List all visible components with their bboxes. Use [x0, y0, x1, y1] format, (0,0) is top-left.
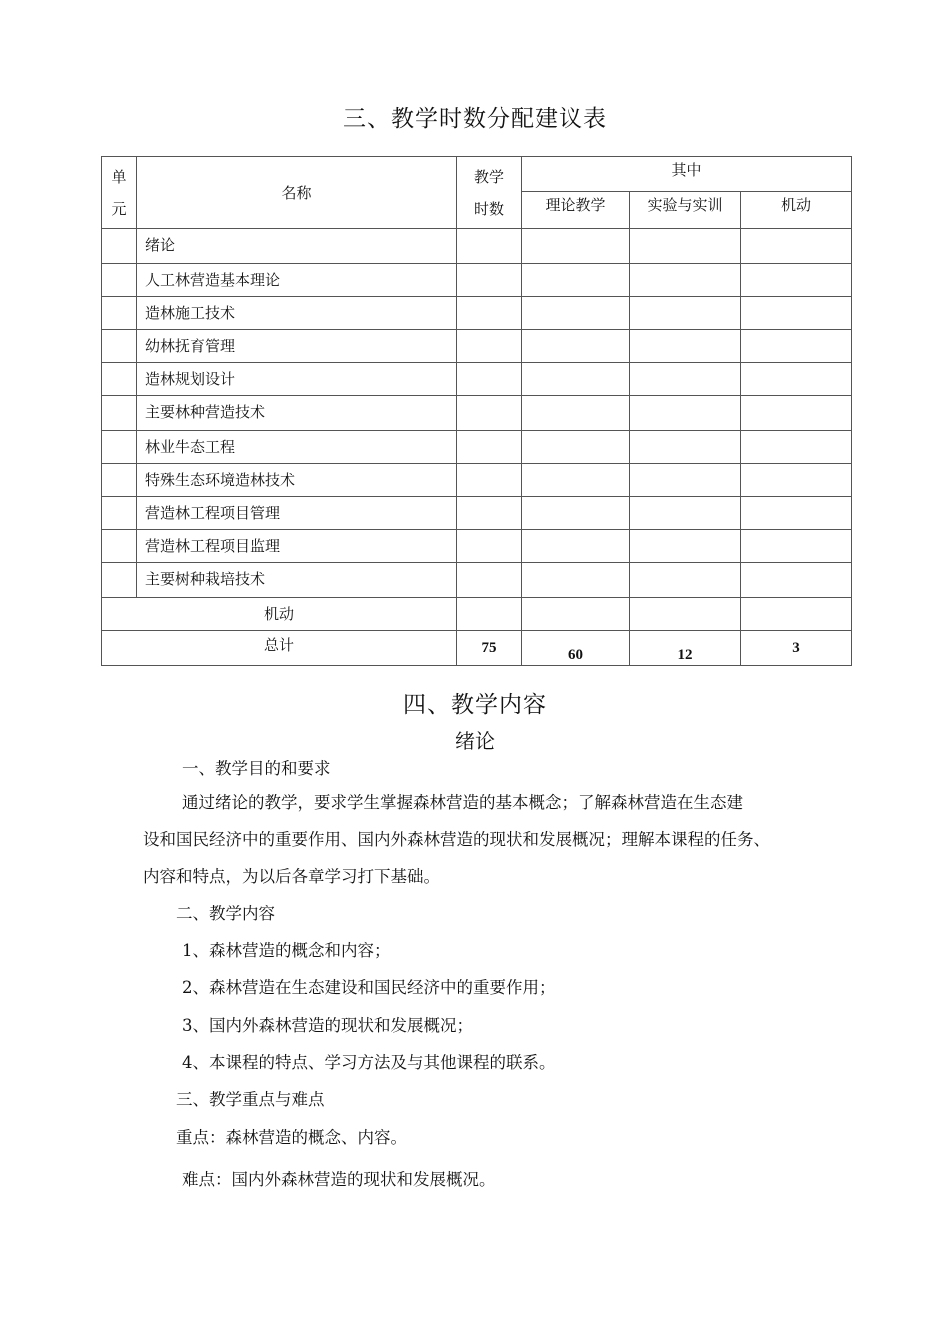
table-cell — [457, 530, 522, 563]
section-3-title: 三、教学时数分配建议表 — [343, 106, 607, 132]
content-item: 2、森林营造在生态建设和国民经济中的重要作用； — [182, 978, 556, 997]
unit-name: 造林施工技术 — [137, 297, 457, 330]
table-cell — [741, 464, 852, 497]
hours-allocation-table — [101, 156, 852, 666]
table-row — [102, 264, 852, 297]
table-cell — [102, 563, 137, 598]
heading-objectives: 一、教学目的和要求 — [182, 759, 331, 778]
header-unit: 单元 — [102, 157, 137, 229]
unit-name: 人工林营造基本理论 — [137, 264, 457, 297]
section-4-title: 四、教学内容 — [403, 692, 547, 718]
table-cell — [741, 229, 852, 264]
flex-row — [102, 598, 852, 631]
heading-key-points: 三、教学重点与难点 — [176, 1090, 325, 1109]
table-cell — [457, 464, 522, 497]
table-row — [102, 431, 852, 464]
key-point: 重点：森林营造的概念、内容。 — [176, 1128, 407, 1147]
unit-name: 绪论 — [137, 229, 457, 264]
table-cell — [741, 431, 852, 464]
table-cell — [457, 563, 522, 598]
table-cell — [457, 330, 522, 363]
table-cell — [630, 563, 741, 598]
table-cell — [630, 396, 741, 431]
table-cell — [630, 530, 741, 563]
table-cell — [522, 330, 630, 363]
table-row — [102, 330, 852, 363]
table-cell — [741, 497, 852, 530]
table-cell — [630, 330, 741, 363]
table-cell — [741, 264, 852, 297]
header-group: 其中 — [522, 157, 852, 192]
table-cell — [102, 229, 137, 264]
table-cell — [457, 297, 522, 330]
table-cell — [630, 598, 741, 631]
unit-name: 幼林抚育管理 — [137, 330, 457, 363]
unit-name: 营造林工程项目监理 — [137, 530, 457, 563]
table-cell — [522, 396, 630, 431]
table-cell — [630, 431, 741, 464]
header-theory: 理论教学 — [522, 192, 630, 229]
objectives-line-2: 设和国民经济中的重要作用、国内外森林营造的现状和发展概况；理解本课程的任务、 — [143, 830, 770, 849]
header-hours: 教学时数 — [457, 157, 522, 229]
table-cell — [630, 229, 741, 264]
table-cell — [457, 598, 522, 631]
table-cell — [741, 530, 852, 563]
table-cell — [630, 264, 741, 297]
content-item: 1、森林营造的概念和内容； — [182, 941, 391, 960]
table-cell — [522, 431, 630, 464]
unit-name: 营造林工程项目管理 — [137, 497, 457, 530]
table-cell — [522, 297, 630, 330]
unit-name: 特殊生态环境造林技术 — [137, 464, 457, 497]
table-cell — [630, 297, 741, 330]
table-cell — [522, 598, 630, 631]
table-cell — [741, 297, 852, 330]
unit-name: 林业牛态工程 — [137, 431, 457, 464]
table-cell — [522, 497, 630, 530]
table-cell — [741, 330, 852, 363]
table-cell — [522, 363, 630, 396]
table-cell — [741, 363, 852, 396]
total-flexible: 3 — [741, 631, 852, 666]
table-cell — [102, 497, 137, 530]
total-practice: 12 — [630, 631, 741, 666]
table-row — [102, 563, 852, 598]
total-label: 总计 — [102, 631, 457, 666]
table-cell — [630, 464, 741, 497]
table-header-row — [102, 157, 852, 192]
table-cell — [457, 431, 522, 464]
table-cell — [522, 464, 630, 497]
table-cell — [102, 330, 137, 363]
header-flexible: 机动 — [741, 192, 852, 229]
total-hours: 75 — [457, 631, 522, 666]
table-row — [102, 297, 852, 330]
table-row — [102, 229, 852, 264]
table-cell — [102, 431, 137, 464]
table-cell — [102, 264, 137, 297]
total-theory: 60 — [522, 631, 630, 666]
table-cell — [741, 396, 852, 431]
table-cell — [741, 563, 852, 598]
content-item: 4、本课程的特点、学习方法及与其他课程的联系。 — [182, 1053, 556, 1072]
total-row — [102, 631, 852, 666]
table-row — [102, 497, 852, 530]
table-cell — [457, 363, 522, 396]
unit-name: 主要树种栽培技术 — [137, 563, 457, 598]
table-cell — [102, 396, 137, 431]
table-cell — [102, 363, 137, 396]
table-cell — [457, 497, 522, 530]
table-cell — [522, 563, 630, 598]
table-row — [102, 363, 852, 396]
table-cell — [102, 530, 137, 563]
table-cell — [741, 598, 852, 631]
table-cell — [522, 530, 630, 563]
chapter-title: 绪论 — [455, 729, 495, 753]
table-cell — [522, 264, 630, 297]
table-row — [102, 396, 852, 431]
table-cell — [457, 229, 522, 264]
unit-name: 造林规划设计 — [137, 363, 457, 396]
table-cell — [102, 464, 137, 497]
heading-content: 二、教学内容 — [176, 904, 275, 923]
difficult-point: 难点：国内外森林营造的现状和发展概况。 — [182, 1170, 496, 1189]
table-cell — [630, 497, 741, 530]
content-item: 3、国内外森林营造的现状和发展概况； — [182, 1016, 473, 1035]
table-cell — [457, 396, 522, 431]
unit-name: 主要林种营造技术 — [137, 396, 457, 431]
objectives-line-3: 内容和特点，为以后各章学习打下基础。 — [143, 867, 440, 886]
table-cell — [102, 297, 137, 330]
objectives-line-1: 通过绪论的教学，要求学生掌握森林营造的基本概念；了解森林营造在生态建 — [182, 793, 743, 812]
table-row — [102, 464, 852, 497]
header-name: 名称 — [137, 157, 457, 229]
table-row — [102, 530, 852, 563]
table-cell — [457, 264, 522, 297]
flex-row-label: 机动 — [102, 598, 457, 631]
header-practice: 实验与实训 — [630, 192, 741, 229]
table-cell — [630, 363, 741, 396]
table-cell — [522, 229, 630, 264]
